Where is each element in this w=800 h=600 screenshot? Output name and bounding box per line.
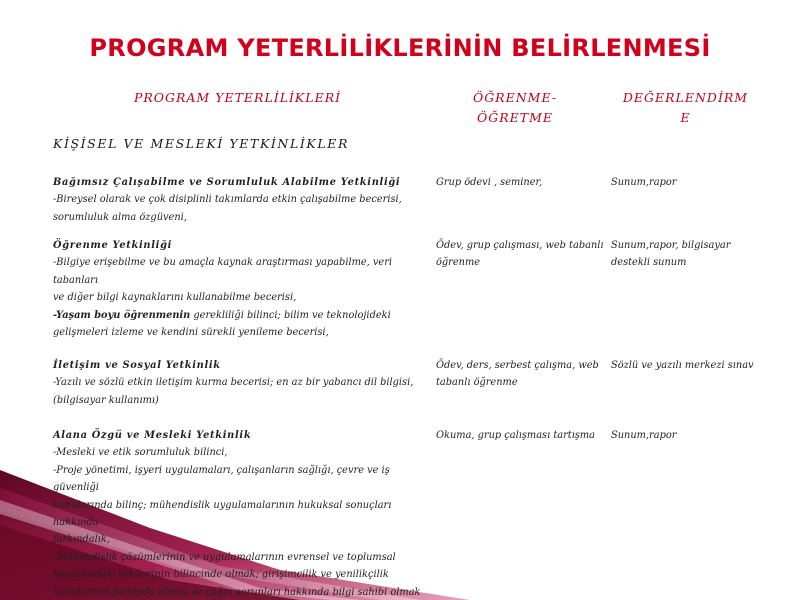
row-1-evaluation-text: Sunum,rapor [611,177,677,188]
slide-title: PROGRAM YETERLİLİKLERİNİN BELİRLENMESİ [89,34,711,62]
row-4-line-6: boyutlardaki etkilerinin bilincinde olmak; girişimcilik ve yenilikçilik [53,569,389,581]
row-2-line-1: -Bilgiye erişebilme ve bu amaçla kaynak araştırması yapabilme, veri tabanları [53,257,393,286]
row-4-method-text: Okuma, grup çalışması tartışma [436,430,596,441]
header-ogrenme-line2: ÖĞRETME [476,110,554,125]
row-2-evaluation-line-2: destekli sunum [611,257,687,269]
row-3-method-line-1: Ödev, ders, serbest çalışma, web [436,360,599,371]
row-1-evaluation [611,174,781,191]
row-1-method-text: Grup ödevi , seminer, [436,177,543,188]
row-1-method [436,174,606,191]
row-1-competency [53,174,428,226]
header-degerlendirme [608,88,763,128]
row-2-label: Öğrenme Yetkinliği [53,240,173,251]
row-4-label: Alana Özgü ve Mesleki Yetkinlik [53,430,252,441]
row-3-evaluation-text: Sözlü ve yazılı merkezi sınav [611,360,754,371]
row-3-line-1: -Yazılı ve sözlü etkin iletişim kurma becerisi; en az bir yabancı dil bilgisi, [53,377,414,389]
row-1-line-1: -Bireysel olarak ve çok disiplinli takımlarda etkin çalışabilme becerisi, [53,194,402,206]
row-2-bold-rest: gerekliliği bilinci; bilim ve teknolojideki [190,309,391,321]
row-4-line-2: -Proje yönetimi, işyeri uygulamaları, çalışanların sağlığı, çevre ve iş güvenliği [53,464,390,494]
row-2-bold-phrase: -Yaşam boyu öğrenmenin [53,309,191,321]
row-3-method-line-2: tabanlı öğrenme [436,377,518,389]
row-4-line-7: konularının farkında olmak ve çağın sorunları hakkında bilgi sahibi olmak [53,586,421,598]
row-3-line-2: (bilgisayar kullanımı) [53,394,159,406]
row-3-evaluation [611,357,791,374]
row-2-evaluation-line-1: Sunum,rapor, bilgisayar [611,240,731,251]
row-2-line-4: gelişmeleri izleme ve kendini sürekli yenileme becerisi, [53,327,329,339]
row-2-method [436,237,606,272]
row-4-line-3: konularında bilinç; mühendislik uygulamalarının hukuksal sonuçları hakkında [53,499,392,529]
row-4-evaluation [611,427,781,444]
row-3-label: İletişim ve Sosyal Yetkinlik [53,360,221,371]
row-2-method-line-1: Ödev, grup çalışması, web tabanlı [436,240,604,251]
header-degerlendirme-line1: DEĞERLENDİRM [622,90,749,105]
row-4-line-5: -Mühendislik çözümlerinin ve uygulamalarının evrensel ve toplumsal [53,551,396,563]
row-3-method [436,357,606,392]
header-program-yeterlilikleri: PROGRAM YETERLİLİKLERİ [133,90,342,105]
row-4-method [436,427,606,444]
row-4-line-1: -Mesleki ve etik sorumluluk bilinci, [53,447,228,459]
row-4-line-4: farkındalık, [53,534,110,546]
row-3-competency [53,357,428,409]
row-2-line-3 [53,307,428,324]
row-1-label: Bağımsız Çalışabilme ve Sorumluluk Alabilme Yetkinliği [53,177,401,188]
header-ogrenme-line1: ÖĞRENME- [472,90,558,105]
row-2-method-line-2: öğrenme [436,257,481,269]
row-4-competency [53,427,428,600]
row-2-competency [53,237,428,341]
row-1-line-2: sorumluluk alma özgüveni, [53,211,187,223]
row-4-evaluation-text: Sunum,rapor [611,430,677,441]
header-degerlendirme-line2: E [680,110,691,125]
row-2-evaluation [611,237,781,272]
row-2-line-2: ve diğer bilgi kaynaklarını kullanabilme becerisi, [53,292,297,304]
header-ogrenme-ogretme [440,88,590,128]
section-title: KİŞİSEL VE MESLEKİ YETKİNLİKLER [53,136,349,151]
